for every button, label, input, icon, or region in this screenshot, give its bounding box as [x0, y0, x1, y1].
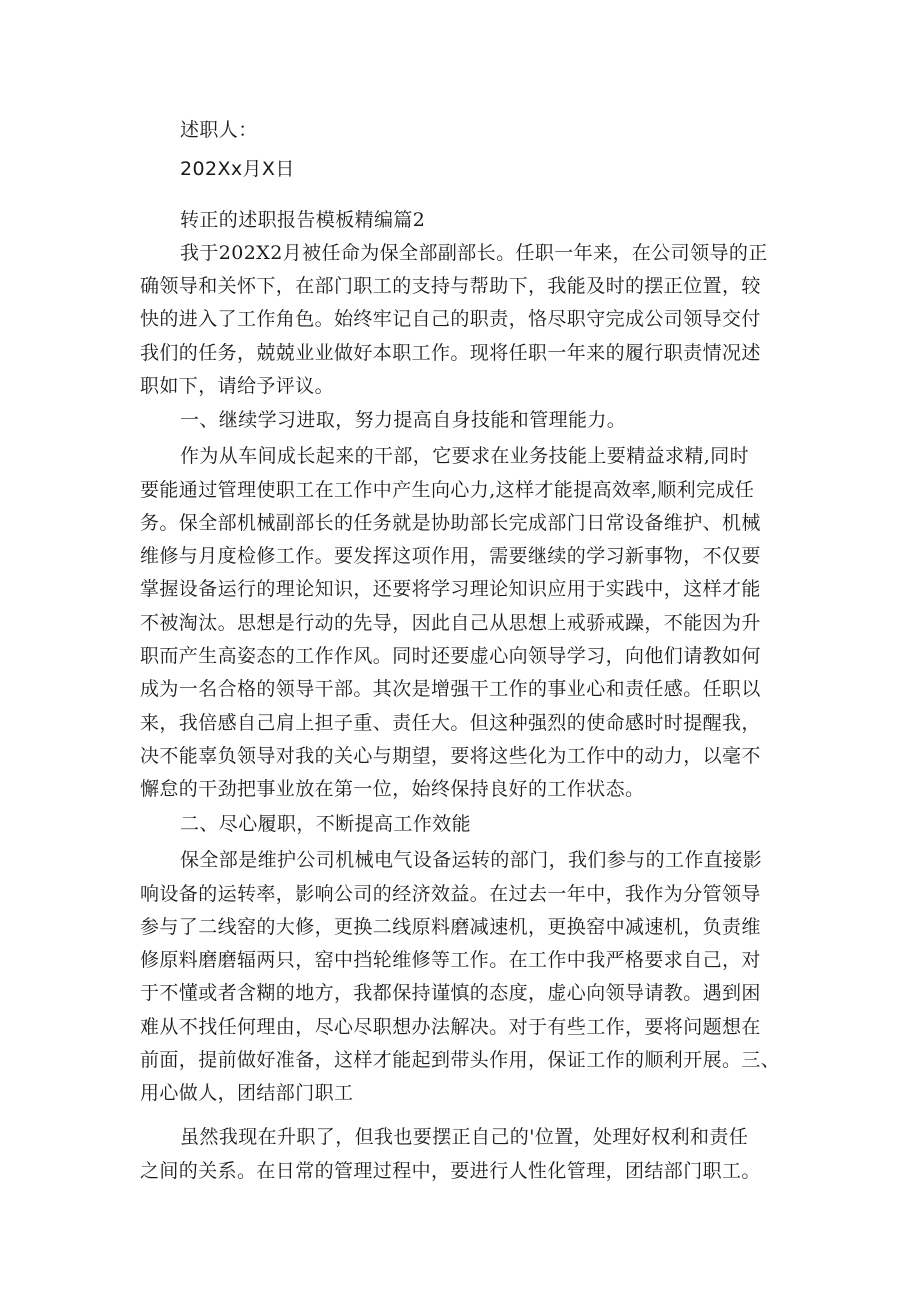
text-line: 保全部是维护公司机械电气设备运转的部门，我们参与的工作直接影	[180, 849, 763, 871]
section-title: 转正的述职报告模板精编篇2	[180, 209, 426, 231]
text-line: 职而产生高姿态的工作作风。同时还要虚心向领导学习，向他们请教如何	[140, 645, 761, 667]
text-line: 作为从车间成长起来的干部，它要求在业务技能上要精益求精,同时	[180, 445, 750, 467]
text-line: 维修与月度检修工作。要发挥这项作用，需要继续的学习新事物，不仅要	[140, 545, 761, 567]
text-line: 成为一名合格的领导干部。其次是增强干工作的事业心和责任感。任职以	[140, 678, 761, 700]
text-line: 确领导和关怀下，在部门职工的支持与帮助下，我能及时的摆正位置，较	[140, 275, 761, 297]
text-line: 前面，提前做好准备，这样才能起到带头作用，保证工作的顺利开展。三、	[140, 1049, 781, 1071]
signature-date: 202Xx月X日	[180, 158, 295, 180]
text-line: 之间的关系。在日常的管理过程中，要进行人性化管理，团结部门职工。	[140, 1160, 761, 1182]
text-line: 我们的任务，兢兢业业做好本职工作。现将任职一年来的履行职责情况述	[140, 342, 761, 364]
text-line: 虽然我现在升职了，但我也要摆正自己的'位置，处理好权利和责任	[180, 1126, 749, 1148]
text-line: 响设备的运转率，影响公司的经济效益。在过去一年中，我作为分管领导	[140, 883, 761, 905]
text-line: 于不懂或者含糊的地方，我都保持谨慎的态度，虚心向领导请教。遇到困	[140, 982, 761, 1004]
text-line: 修原料磨磨辐两只，窑中挡轮维修等工作。在工作中我严格要求自己，对	[140, 949, 761, 971]
text-line: 用心做人，团结部门职工	[140, 1082, 354, 1104]
text-line: 难从不找任何理由，尽心尽职想办法解决。对于有些工作，要将问题想在	[140, 1016, 761, 1038]
text-line: 参与了二线窑的大修，更换二线原料磨减速机，更换窑中减速机，负责维	[140, 916, 761, 938]
subheading: 一、继续学习进取，努力提高自身技能和管理能力。	[180, 409, 627, 431]
text-line: 不被淘汰。思想是行动的先导，因此自己从思想上戒骄戒躁，不能因为升	[140, 612, 761, 634]
signature-label: 述职人：	[180, 119, 258, 141]
text-line: 决不能辜负领导对我的关心与期望，要将这些化为工作中的动力，以毫不	[140, 745, 761, 767]
text-line: 要能通过管理使职工在工作中产生向心力,这样才能提高效率,顺利完成任	[140, 479, 755, 501]
subheading: 二、尽心履职，不断提高工作效能	[180, 813, 472, 835]
text-line: 我于202X2月被任命为保全部副部长。任职一年来，在公司领导的正	[180, 242, 768, 264]
text-line: 来，我倍感自己肩上担子重、责任大。但这种强烈的使命感时时提醒我，	[140, 712, 761, 734]
text-line: 掌握设备运行的理论知识，还要将学习理论知识应用于实践中，这样才能	[140, 578, 761, 600]
text-line: 务。保全部机械副部长的任务就是协助部长完成部门日常设备维护、机械	[140, 512, 761, 534]
text-line: 快的进入了工作角色。始终牢记自己的职责，恪尽职守完成公司领导交付	[140, 308, 761, 330]
text-line: 懈怠的干劲把事业放在第一位，始终保持良好的工作状态。	[140, 778, 645, 800]
text-line: 职如下，请给予评议。	[140, 375, 335, 397]
